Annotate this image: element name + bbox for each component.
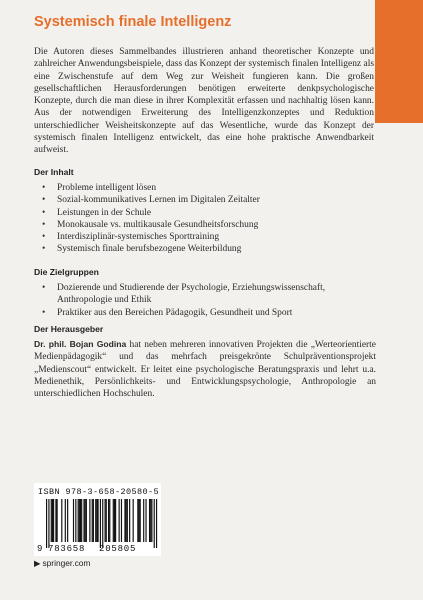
- barcode-bar: [108, 499, 109, 542]
- barcode-bar: [129, 499, 130, 542]
- audience-list: [34, 282, 379, 319]
- publisher-link[interactable]: [34, 558, 90, 568]
- book-title: Systemisch finale Intelligenz: [34, 14, 232, 30]
- barcode-bar: [126, 499, 127, 542]
- barcode-bar: [102, 499, 103, 548]
- orange-accent-bar: [375, 0, 423, 123]
- list-item: • Praktiker aus den Bereichen Pädagogik, Gesundheit und Sport: [42, 307, 293, 318]
- bullet-icon: •: [42, 232, 46, 243]
- barcode-bar: [48, 499, 49, 548]
- list-item: • Interdisziplinär-systemisches Sporttraining: [42, 232, 220, 243]
- editor-bio-text: hat neben mehreren innovativen Projekten die „Werteorientierte Medienpädagogik“ und das mehrfach preisgekrönte Schulpräventionsprojekt „Medienscout“ entwickelt. Er leitet eine psychologische Beratungspraxis und lehrt u.a. Medienethik, Persönlichkeits- und Entwicklungspsychologie, Anthropologie an unterschiedlichen Hochschulen.: [34, 340, 376, 400]
- barcode-bar: [145, 499, 146, 542]
- bullet-icon: •: [42, 244, 46, 255]
- barcode-bar: [78, 499, 79, 542]
- barcode-bar: [113, 499, 114, 542]
- publisher-url[interactable]: springer.com: [42, 558, 91, 568]
- barcode-bar: [138, 499, 139, 542]
- ean-left-group: 783658: [48, 544, 86, 554]
- barcode-bar: [127, 499, 128, 542]
- barcode-bar: [150, 499, 151, 542]
- barcode-bar: [75, 499, 76, 542]
- barcode-bar: [119, 499, 120, 542]
- list-item: • Probleme intelligent lösen: [42, 183, 157, 193]
- barcode-bar: [97, 499, 98, 542]
- list-item: • Systemisch finale berufsbezogene Weiterbildung: [42, 244, 242, 255]
- barcode-bar: [65, 499, 66, 542]
- barcode-bar: [105, 499, 106, 542]
- barcode-bar: [156, 499, 157, 548]
- barcode-bar: [143, 499, 144, 542]
- list-item: • Leistungen in der Schule: [42, 207, 152, 218]
- contents-heading: Der Inhalt: [34, 167, 74, 177]
- barcode-bar: [100, 499, 101, 548]
- bullet-icon: •: [42, 219, 46, 230]
- barcode-bar: [154, 499, 155, 548]
- editor-heading: Der Herausgeber: [34, 324, 104, 334]
- barcode-bar: [109, 499, 110, 542]
- barcode-bar: [95, 499, 96, 542]
- barcode-bar: [67, 499, 68, 542]
- list-item: • Sozial-kommunikatives Lernen im Digitalen Zeitalter: [42, 195, 260, 206]
- barcode-bar: [80, 499, 81, 542]
- barcode-bar: [83, 499, 84, 542]
- barcode-bar: [89, 499, 90, 542]
- editor-bio: [34, 338, 376, 400]
- intro-paragraph: Die Autoren dieses Sammelbandes illustrieren anhand theoretischer Konzepte und zahlreicher Anwendungsbeispiele, dass das Konzept der systemisch finalen Intelligenz als eine Zwischenstufe auf dem Weg zur Weisheit fungieren kann. Die großen gesellschaftlichen Herausforderungen benötigen erweiterte denkpsychologische Konzepte, durch die man diese in ihrer Komplexität erfassen und nachhaltig lösen kann. Aus der notwendigen Erweiterung des Intelligenzkonzeptes und Reduktion unterschiedlicher Weisheitskonzepte auf das Wesentliche, wurde das Konzept der systemisch finalen Intelligenz entwickelt, das eine hohe praktische Anwendbarkeit aufweist.: [34, 47, 374, 156]
- list-item: • Monokausale vs. multikausale Gesundheitsforschung: [42, 219, 259, 230]
- barcode-bar: [86, 499, 87, 542]
- barcode-bar: [81, 499, 82, 542]
- barcode-bar: [57, 499, 58, 542]
- barcode-bar: [46, 499, 47, 548]
- barcode-bar: [149, 499, 150, 542]
- barcode-bar: [115, 499, 116, 542]
- list-item: • Dozierende und Studierende der Psychologie, Erziehungswissenschaft, Anthropologie und Ethik: [42, 283, 326, 306]
- bullet-icon: •: [42, 307, 46, 318]
- barcode-bar: [73, 499, 74, 542]
- barcode-bar: [79, 499, 80, 542]
- bullet-icon: •: [42, 183, 46, 193]
- barcode-bar: [114, 499, 115, 542]
- barcode-bar: [96, 499, 97, 542]
- bullet-icon: •: [42, 283, 46, 293]
- ean-first-digit: 9: [37, 544, 43, 554]
- arrow-icon: ▶: [34, 558, 41, 568]
- barcode-bar: [140, 499, 141, 542]
- barcode-bar: [51, 499, 52, 542]
- ean-right-group: 205805: [99, 544, 137, 554]
- barcode-bar: [85, 499, 86, 542]
- barcode-bar: [53, 499, 54, 542]
- contents-list: [34, 182, 379, 256]
- editor-name: Dr. phil. Bojan Godina: [34, 339, 127, 349]
- barcode-bar: [106, 499, 107, 542]
- bullet-icon: •: [42, 207, 46, 218]
- audience-heading: Die Zielgruppen: [34, 267, 99, 277]
- intro-text: [34, 46, 374, 157]
- barcode-bar: [121, 499, 122, 542]
- barcode-bar: [92, 499, 93, 542]
- isbn-label: ISBN 978-3-658-20580-5: [38, 487, 160, 497]
- barcode-bar: [61, 499, 62, 542]
- barcode-bar: [137, 499, 138, 542]
- barcode-bar: [133, 499, 134, 542]
- bullet-icon: •: [42, 195, 46, 206]
- barcode-bar: [52, 499, 53, 542]
- barcode-bar: [124, 499, 125, 542]
- barcode-bar: [151, 499, 152, 542]
- barcode-bar: [55, 499, 56, 542]
- isbn-barcode: [34, 483, 161, 556]
- barcode-bar: [93, 499, 94, 542]
